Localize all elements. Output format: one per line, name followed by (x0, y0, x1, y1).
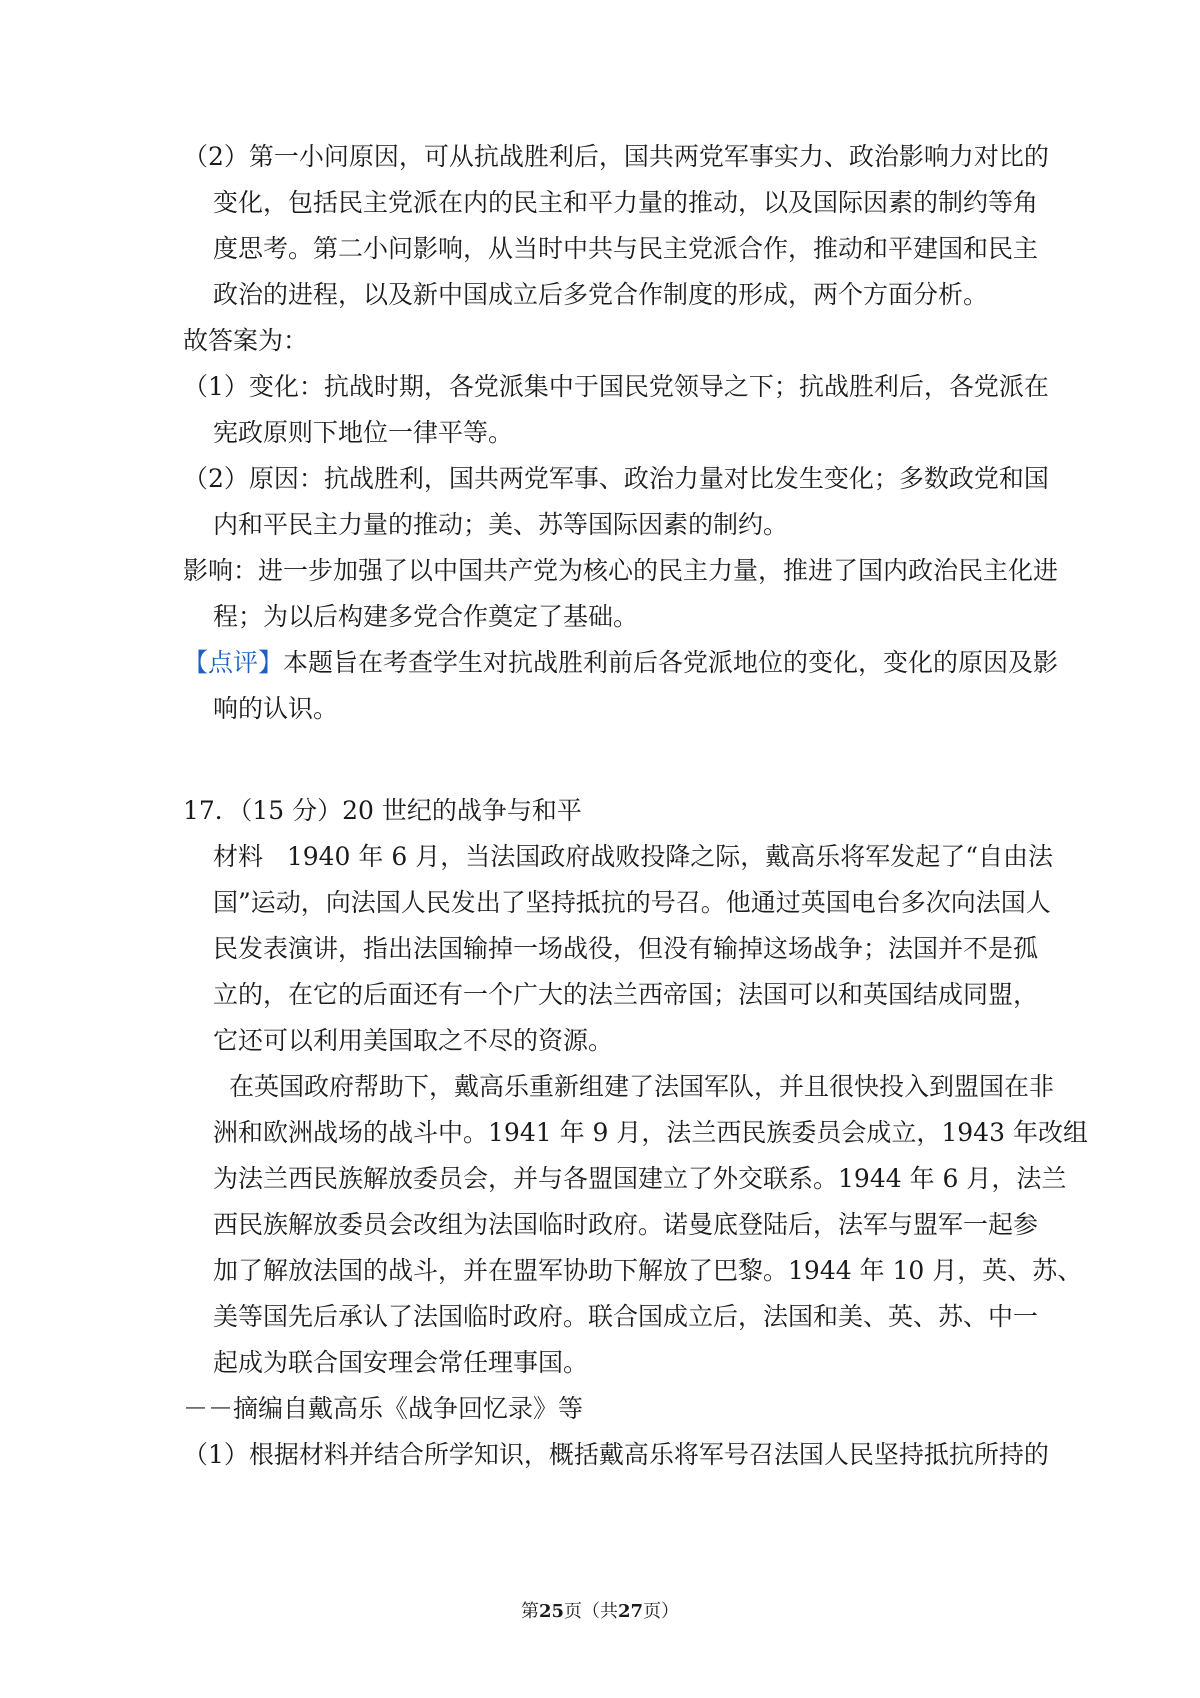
question-line: （1）根据材料并结合所学知识，概括戴高乐将军号召法国人民坚持抵抗所持的 (183, 1440, 1049, 1469)
material-line: 它还可以利用美国取之不尽的资源。 (213, 1026, 614, 1055)
answer-line: （2）原因：抗战胜利，国共两党军事、政治力量对比发生变化；多数政党和国 (183, 464, 1049, 493)
material-line: 为法兰西民族解放委员会，并与各盟国建立了外交联系。1944 年 6 月，法兰 (213, 1164, 1067, 1193)
material-line: 美等国先后承认了法国临时政府。联合国成立后，法国和美、英、苏、中一 (213, 1302, 1039, 1331)
material-line: 洲和欧洲战场的战斗中。1941 年 9 月，法兰西民族委员会成立，1943 年改组 (213, 1118, 1088, 1147)
answer-line: （1）变化：抗战时期，各党派集中于国民党领导之下；抗战胜利后，各党派在 (183, 372, 1049, 401)
source-citation: －－摘编自戴高乐《战争回忆录》等 (183, 1394, 584, 1423)
answer-line: 影响：进一步加强了以中国共产党为核心的民主力量，推进了国内政治民主化进 (183, 556, 1059, 585)
material-line: 起成为联合国安理会常任理事国。 (213, 1348, 589, 1377)
answer-explanation-line: 变化，包括民主党派在内的民主和平力量的推动，以及国际因素的制约等角 (213, 188, 1039, 217)
material-line: 加了解放法国的战斗，并在盟军协助下解放了巴黎。1944 年 10 月，英、苏、 (213, 1256, 1083, 1285)
answer-line: 程；为以后构建多党合作奠定了基础。 (213, 602, 639, 631)
material-line: 材料 1940 年 6 月，当法国政府战败投降之际，戴高乐将军发起了“自由法 (213, 842, 1053, 871)
material-line: 民发表演讲，指出法国输掉一场战役，但没有输掉这场战争；法国并不是孤 (213, 934, 1039, 963)
review-line: 响的认识。 (213, 694, 339, 723)
question-title: 17．（15 分）20 世纪的战争与和平 (183, 796, 582, 825)
total-pages: 27 (618, 1601, 644, 1622)
review-text: 本题旨在考查学生对抗战胜利前后各党派地位的变化，变化的原因及影 (283, 648, 1059, 677)
answer-explanation-line: 度思考。第二小问影响，从当时中共与民主党派合作，推动和平建国和民主 (213, 234, 1039, 263)
material-line: 立的，在它的后面还有一个广大的法兰西帝国；法国可以和英国结成同盟， (213, 980, 1039, 1009)
answer-line: 宪政原则下地位一律平等。 (213, 418, 514, 447)
footer-mid: 页（共 (564, 1601, 618, 1622)
review-tag: 【点评】 (183, 648, 284, 677)
page-number: 25 (538, 1601, 564, 1622)
answer-explanation-line: （2）第一小问原因，可从抗战胜利后，国共两党军事实力、政治影响力对比的 (183, 142, 1049, 171)
material-line: 国”运动，向法国人民发出了坚持抵抗的号召。他通过英国电台多次向法国人 (213, 888, 1051, 917)
answer-label: 故答案为： (183, 326, 309, 355)
page-footer (0, 1600, 1200, 1624)
answer-explanation-line: 政治的进程，以及新中国成立后多党合作制度的形成，两个方面分析。 (213, 280, 989, 309)
footer-prefix: 第 (520, 1601, 539, 1622)
answer-line: 内和平民主力量的推动；美、苏等国际因素的制约。 (213, 510, 789, 539)
material-line: 在英国政府帮助下，戴高乐重新组建了法国军队，并且很快投入到盟国在非 (229, 1072, 1055, 1101)
review-line (183, 646, 1200, 680)
footer-suffix: 页） (643, 1601, 680, 1622)
material-line: 西民族解放委员会改组为法国临时政府。诺曼底登陆后，法军与盟军一起参 (213, 1210, 1039, 1239)
